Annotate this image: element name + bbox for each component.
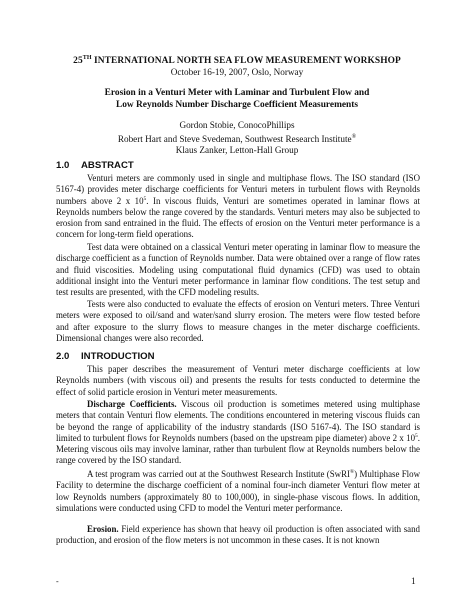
workshop-name: INTERNATIONAL NORTH SEA FLOW MEASUREMENT WORKSHOP: [91, 56, 401, 67]
workshop-ordinal-suffix: TH: [82, 55, 92, 61]
workshop-heading: [0, 55, 474, 66]
workshop-number: 25: [73, 56, 83, 67]
paragraph-lead-discharge: Discharge Coefficients.: [87, 399, 177, 409]
author-3: Klaus Zanker, Letton-Hall Group: [175, 145, 299, 156]
author-list: [0, 120, 474, 157]
author-2: [0, 132, 474, 146]
paragraph-lead-erosion: Erosion.: [87, 524, 119, 534]
paper-title: [0, 88, 474, 111]
section-number: 1.0: [56, 160, 70, 171]
paper-title-line-1: Erosion in a Venturi Meter with Laminar and Turbulent Flow and: [104, 88, 370, 98]
abstract-paragraph-1: Venturi meters are commonly used in single and multiphase flows. The ISO standard (ISO 5167-4) provides meter discharge coefficients for Venturi meters in turbulent flows with Reynolds numbers above 2 x $10^5$. In viscous fluids, Venturi are sometimes operated in laminar flows at Reynolds numbers below the range covered by the standards. Venturi meters may also be subjected to erosion from sand entrained in the fluid. The effects of erosion on the Venturi meter performance is a concern for long-term field operations.: [56, 173, 420, 240]
introduction-paragraph-2: Discharge Coefficients. Viscous oil production is sometimes metered using multiphase meters that contain Venturi flow elements. The conditions encountered in metering viscous fluids can be beyond the range of applicability of the industry standards (ISO 5167-4). The ISO standard is limited to turbulent flows for Reynolds numbers (based on the upstream pipe diameter) above 2 x $10^5$. Metering viscous oils may involve laminar, rather than turbulent flow at Reynolds numbers below the range covered by the ISO standard.: [56, 399, 420, 466]
introduction-paragraph-1: This paper describes the measurement of Venturi meter discharge coefficients at low Reynolds numbers (with viscous oil) and presents the results for tests conducted to determine the effect of solid particle erosion in Venturi meter measurements.: [56, 364, 420, 397]
paper-title-line-2: Low Reynolds Number Discharge Coefficient Measurements: [115, 99, 359, 110]
section-heading-introduction: [56, 351, 155, 362]
abstract-paragraph-2: Test data were obtained on a classical Venturi meter operating in laminar flow to measure the discharge coefficient as a function of Reynolds number. Data were obtained over a range of flow rates and fluid viscosities. Modeling using computational fluid dynamics (CFD) was used to obtain additional insight into the Venturi meter performance in laminar flow conditions. The test setup and test results are presented, with the CFD modeling results.: [56, 242, 420, 298]
registered-mark: ®: [349, 469, 355, 476]
page-number: 1: [411, 577, 416, 587]
workshop-dates-location: October 16-19, 2007, Oslo, Norway: [170, 67, 304, 77]
footer-mark: -: [56, 577, 59, 586]
author-1: Gordon Stobie, ConocoPhillips: [179, 120, 295, 130]
author-2-name: Robert Hart and Steve Svedeman, Southwest Research Institute: [117, 133, 352, 144]
abstract-paragraph-3: Tests were also conducted to evaluate the effects of erosion on Venturi meters. Three Venturi meters were exposed to oil/sand and water/sand slurry erosion. The meters were flow tested before and after exposure to the slurry flows to measure changes in the meter discharge coefficients. Dimensional changes were also recorded.: [56, 299, 420, 343]
introduction-paragraph-4: Erosion. Field experience has shown that heavy oil production is often associated with sand production, and erosion of the flow meters is not uncommon in these cases. It is not known: [56, 524, 420, 546]
introduction-paragraph-3: A test program was carried out at the Southwest Research Institute (SwRI®) Multiphase Flow Facility to determine the discharge coefficient of a nominal four-inch diameter Venturi flow meter at low Reynolds numbers (approximately 80 to 100,000), in single-phase viscous flows. In addition, simulations were conducted using CFD to model the Venturi meter performance.: [56, 469, 420, 513]
section-title: ABSTRACT: [81, 160, 134, 171]
registered-mark: ®: [351, 133, 357, 140]
section-heading-abstract: [56, 160, 134, 171]
section-title: INTRODUCTION: [81, 351, 155, 362]
section-number: 2.0: [56, 351, 70, 362]
